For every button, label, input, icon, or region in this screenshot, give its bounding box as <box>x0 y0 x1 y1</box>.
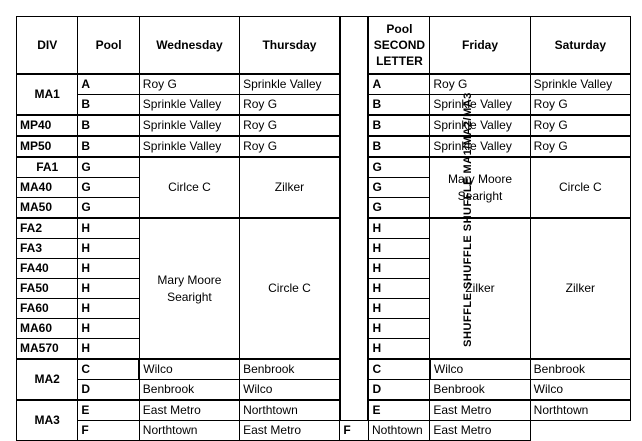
pool-cell: H <box>78 339 139 360</box>
table-row <box>17 157 631 178</box>
table-row <box>17 400 631 421</box>
pool-second-cell: H <box>368 339 429 360</box>
pool-cell: G <box>78 178 139 198</box>
schedule-table <box>16 16 631 441</box>
saturday-cell: East Metro <box>430 421 530 441</box>
wednesday-cell: Benbrook <box>139 380 239 401</box>
pool-second-cell: B <box>368 115 429 136</box>
saturday-cell: Sprinkle Valley <box>530 74 630 95</box>
pool-cell: H <box>78 259 139 279</box>
thursday-cell: East Metro <box>240 421 340 441</box>
div-cell: FA1 <box>17 157 78 178</box>
pool-second-cell: G <box>368 178 429 198</box>
thursday-cell: Sprinkle Valley <box>240 74 340 95</box>
pool-cell: H <box>78 319 139 339</box>
pool-cell: G <box>78 198 139 219</box>
div-cell: MA60 <box>17 319 78 339</box>
pool-cell: B <box>78 115 139 136</box>
saturday-cell: Circle C <box>530 157 630 218</box>
pool-second-cell: D <box>368 380 429 401</box>
friday-cell: Sprinkle Valley <box>430 95 530 116</box>
div-cell: FA60 <box>17 299 78 319</box>
div-cell: MP50 <box>17 136 78 157</box>
pool-second-cell: H <box>368 259 429 279</box>
header-wednesday: Wednesday <box>139 17 239 75</box>
thursday-cell: Roy G <box>240 136 340 157</box>
pool-cell: E <box>78 400 139 421</box>
pool-second-cell: A <box>368 74 429 95</box>
thursday-cell: Wilco <box>240 380 340 401</box>
pool-second-cell: F <box>340 421 369 441</box>
table-row <box>17 380 631 401</box>
pool-cell: H <box>78 299 139 319</box>
friday-cell: Wilco <box>430 359 530 380</box>
header-pool: Pool <box>78 17 139 75</box>
table-row <box>17 115 631 136</box>
wednesday-cell: Cirlce C <box>139 157 239 218</box>
pool-second-cell: B <box>368 136 429 157</box>
saturday-cell: Roy G <box>530 95 630 116</box>
friday-cell: Roy G <box>430 74 530 95</box>
saturday-cell: Benbrook <box>530 359 630 380</box>
friday-cell: Zilker <box>430 218 530 359</box>
header-div: DIV <box>17 17 78 75</box>
div-cell: MA1 <box>17 74 78 115</box>
wednesday-cell: Sprinkle Valley <box>139 95 239 116</box>
header-row <box>17 17 631 75</box>
table-row <box>17 359 631 380</box>
thursday-cell: Roy G <box>240 115 340 136</box>
table-row <box>17 95 631 116</box>
saturday-cell: Wilco <box>530 380 630 401</box>
div-cell: MA2 <box>17 359 78 400</box>
header-saturday: Saturday <box>530 17 630 75</box>
wednesday-cell: Wilco <box>139 359 239 380</box>
wednesday-cell: East Metro <box>139 400 239 421</box>
div-cell: FA40 <box>17 259 78 279</box>
friday-cell: Nothtown <box>368 421 429 441</box>
saturday-cell: Roy G <box>530 136 630 157</box>
pool-second-cell: H <box>368 218 429 239</box>
wednesday-cell: Sprinkle Valley <box>139 115 239 136</box>
table-row <box>17 136 631 157</box>
div-cell: MP40 <box>17 115 78 136</box>
saturday-cell: Zilker <box>530 218 630 359</box>
friday-cell: Sprinkle Valley <box>430 136 530 157</box>
wednesday-cell: Roy G <box>139 74 239 95</box>
header-thursday: Thursday <box>240 17 340 75</box>
friday-cell: Sprinkle Valley <box>430 115 530 136</box>
thursday-cell: Circle C <box>240 218 340 359</box>
friday-cell: Benbrook <box>430 380 530 401</box>
div-cell: MA40 <box>17 178 78 198</box>
saturday-cell: Roy G <box>530 115 630 136</box>
pool-cell: D <box>78 380 139 401</box>
div-cell: MA50 <box>17 198 78 219</box>
pool-second-cell: G <box>368 198 429 219</box>
pool-cell: C <box>78 359 139 380</box>
table-row <box>17 218 631 239</box>
thursday-cell: Roy G <box>240 95 340 116</box>
div-cell: FA3 <box>17 239 78 259</box>
pool-cell: A <box>78 74 139 95</box>
pool-second-cell: G <box>368 157 429 178</box>
pool-cell: H <box>78 279 139 299</box>
pool-second-cell: B <box>368 95 429 116</box>
thursday-cell: Benbrook <box>240 359 340 380</box>
pool-cell: B <box>78 95 139 116</box>
wednesday-cell: Northtown <box>139 421 239 441</box>
div-cell: MA570 <box>17 339 78 360</box>
pool-second-cell: H <box>368 239 429 259</box>
header-friday: Friday <box>430 17 530 75</box>
pool-cell: F <box>78 421 139 441</box>
div-cell: MA3 <box>17 400 78 441</box>
pool-cell: B <box>78 136 139 157</box>
thursday-cell: Northtown <box>240 400 340 421</box>
saturday-cell: Northtown <box>530 400 630 421</box>
pool-second-cell: H <box>368 279 429 299</box>
wednesday-cell: Sprinkle Valley <box>139 136 239 157</box>
pool-second-cell: E <box>368 400 429 421</box>
table-row <box>17 74 631 95</box>
pool-second-cell: H <box>368 299 429 319</box>
wednesday-cell: Mary Moore Searight <box>139 218 239 359</box>
pool-cell: H <box>78 218 139 239</box>
friday-cell: East Metro <box>430 400 530 421</box>
shuffle-label: SHUFFLE SHUFFLE SHUFFLE MA1/MA2/MA3 <box>461 91 474 347</box>
thursday-cell: Zilker <box>240 157 340 218</box>
header-pool-second-letter: Pool SECOND LETTER <box>368 17 429 75</box>
table-row <box>17 421 631 441</box>
friday-cell: Mary Moore Searight <box>430 157 530 218</box>
pool-cell: H <box>78 239 139 259</box>
pool-second-cell: C <box>368 359 429 380</box>
pool-second-cell: H <box>368 319 429 339</box>
pool-cell: G <box>78 157 139 178</box>
div-cell: FA50 <box>17 279 78 299</box>
div-cell: FA2 <box>17 218 78 239</box>
